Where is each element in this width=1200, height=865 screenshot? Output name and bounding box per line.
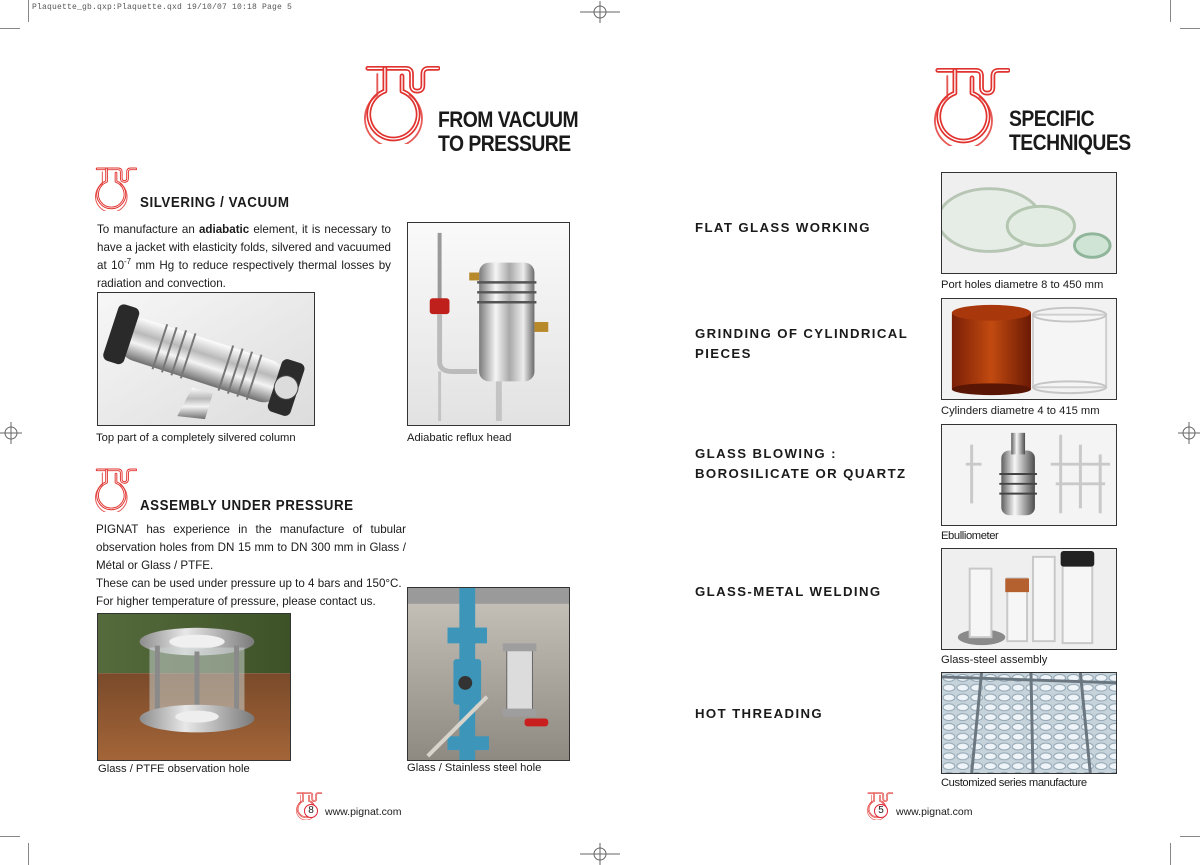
stainless-hole-photo <box>407 587 570 761</box>
caption-threading: Customized series manufacture <box>941 777 1087 789</box>
assembly-text-line-3: For higher temperature of pressure, please contact us. <box>96 595 376 608</box>
caption-stainless-hole: Glass / Stainless steel hole <box>407 762 542 774</box>
print-slug: Plaquette_gb.qxp:Plaquette.qxd 19/10/07 10:18 Page 5 <box>32 3 293 12</box>
technique-label-hot-threading: HOT THREADING <box>695 706 824 721</box>
registration-mark-top <box>580 1 620 23</box>
pignat-logo-small <box>95 165 137 211</box>
section-title-assembly: ASSEMBLY UNDER PRESSURE <box>140 498 354 514</box>
caption-silvered-column: Top part of a completely silvered column <box>96 432 296 444</box>
observation-hole-photo <box>97 613 291 761</box>
page-number: 5 <box>874 804 888 818</box>
technique-label-glass-metal: GLASS-METAL WELDING <box>695 584 882 599</box>
caption-reflux-head: Adiabatic reflux head <box>407 432 512 444</box>
silvered-column-photo <box>97 292 315 426</box>
cylinders-photo <box>941 298 1117 400</box>
page-title <box>1009 107 1131 155</box>
assembly-text-line-1: PIGNAT has experience in the manufacture of tubular observation holes from DN 15 mm to DN 300 mm in Glass / Métal or Glass / PTFE. <box>96 523 406 572</box>
caption-cylinders: Cylinders diametre 4 to 415 mm <box>941 405 1100 417</box>
threading-photo <box>941 672 1117 774</box>
page-title-line-1: FROM VACUUM <box>438 107 579 132</box>
registration-mark-bottom <box>580 843 620 865</box>
pignat-logo-large <box>364 62 440 144</box>
page-title <box>438 108 578 156</box>
caption-ebulliometer: Ebulliometer <box>941 530 999 542</box>
pignat-logo-large <box>934 64 1010 146</box>
assembly-paragraph <box>96 521 406 611</box>
footer-url[interactable]: www.pignat.com <box>896 806 973 818</box>
registration-mark-left <box>0 422 22 444</box>
glass-steel-photo <box>941 548 1117 650</box>
page-title-line-1: SPECIFIC <box>1009 106 1095 131</box>
caption-glass-steel: Glass-steel assembly <box>941 654 1048 666</box>
page-title-line-2: TO PRESSURE <box>438 131 571 156</box>
flat-glass-photo <box>941 172 1117 274</box>
section-title-silvering: SILVERING / VACUUM <box>140 195 290 211</box>
silvering-paragraph: To manufacture an adiabatic element, it is necessary to have a jacket with elasticity folds, silvered and vacuumed at $10^{-7}$ mm Hg to reduce respectively thermal losses by radiation and convection. <box>97 223 391 290</box>
technique-label-glass-blowing: GLASS BLOWING : BOROSILICATE OR QUARTZ <box>695 446 907 481</box>
page-title-line-2: TECHNIQUES <box>1009 130 1131 155</box>
ebulliometer-photo <box>941 424 1117 526</box>
reflux-head-photo <box>407 222 570 426</box>
footer-url[interactable]: www.pignat.com <box>325 806 402 818</box>
technique-label-flat-glass: FLAT GLASS WORKING <box>695 220 871 235</box>
registration-mark-right <box>1178 422 1200 444</box>
caption-flat-glass: Port holes diametre 8 to 450 mm <box>941 279 1104 291</box>
caption-observation-hole: Glass / PTFE observation hole <box>98 763 250 775</box>
pignat-logo-small <box>95 466 137 512</box>
technique-label-grinding: GRINDING OF CYLINDRICAL PIECES <box>695 326 909 361</box>
page-number: 8 <box>304 804 318 818</box>
assembly-text-line-2: These can be used under pressure up to 4 bars and 150°C. <box>96 577 402 590</box>
